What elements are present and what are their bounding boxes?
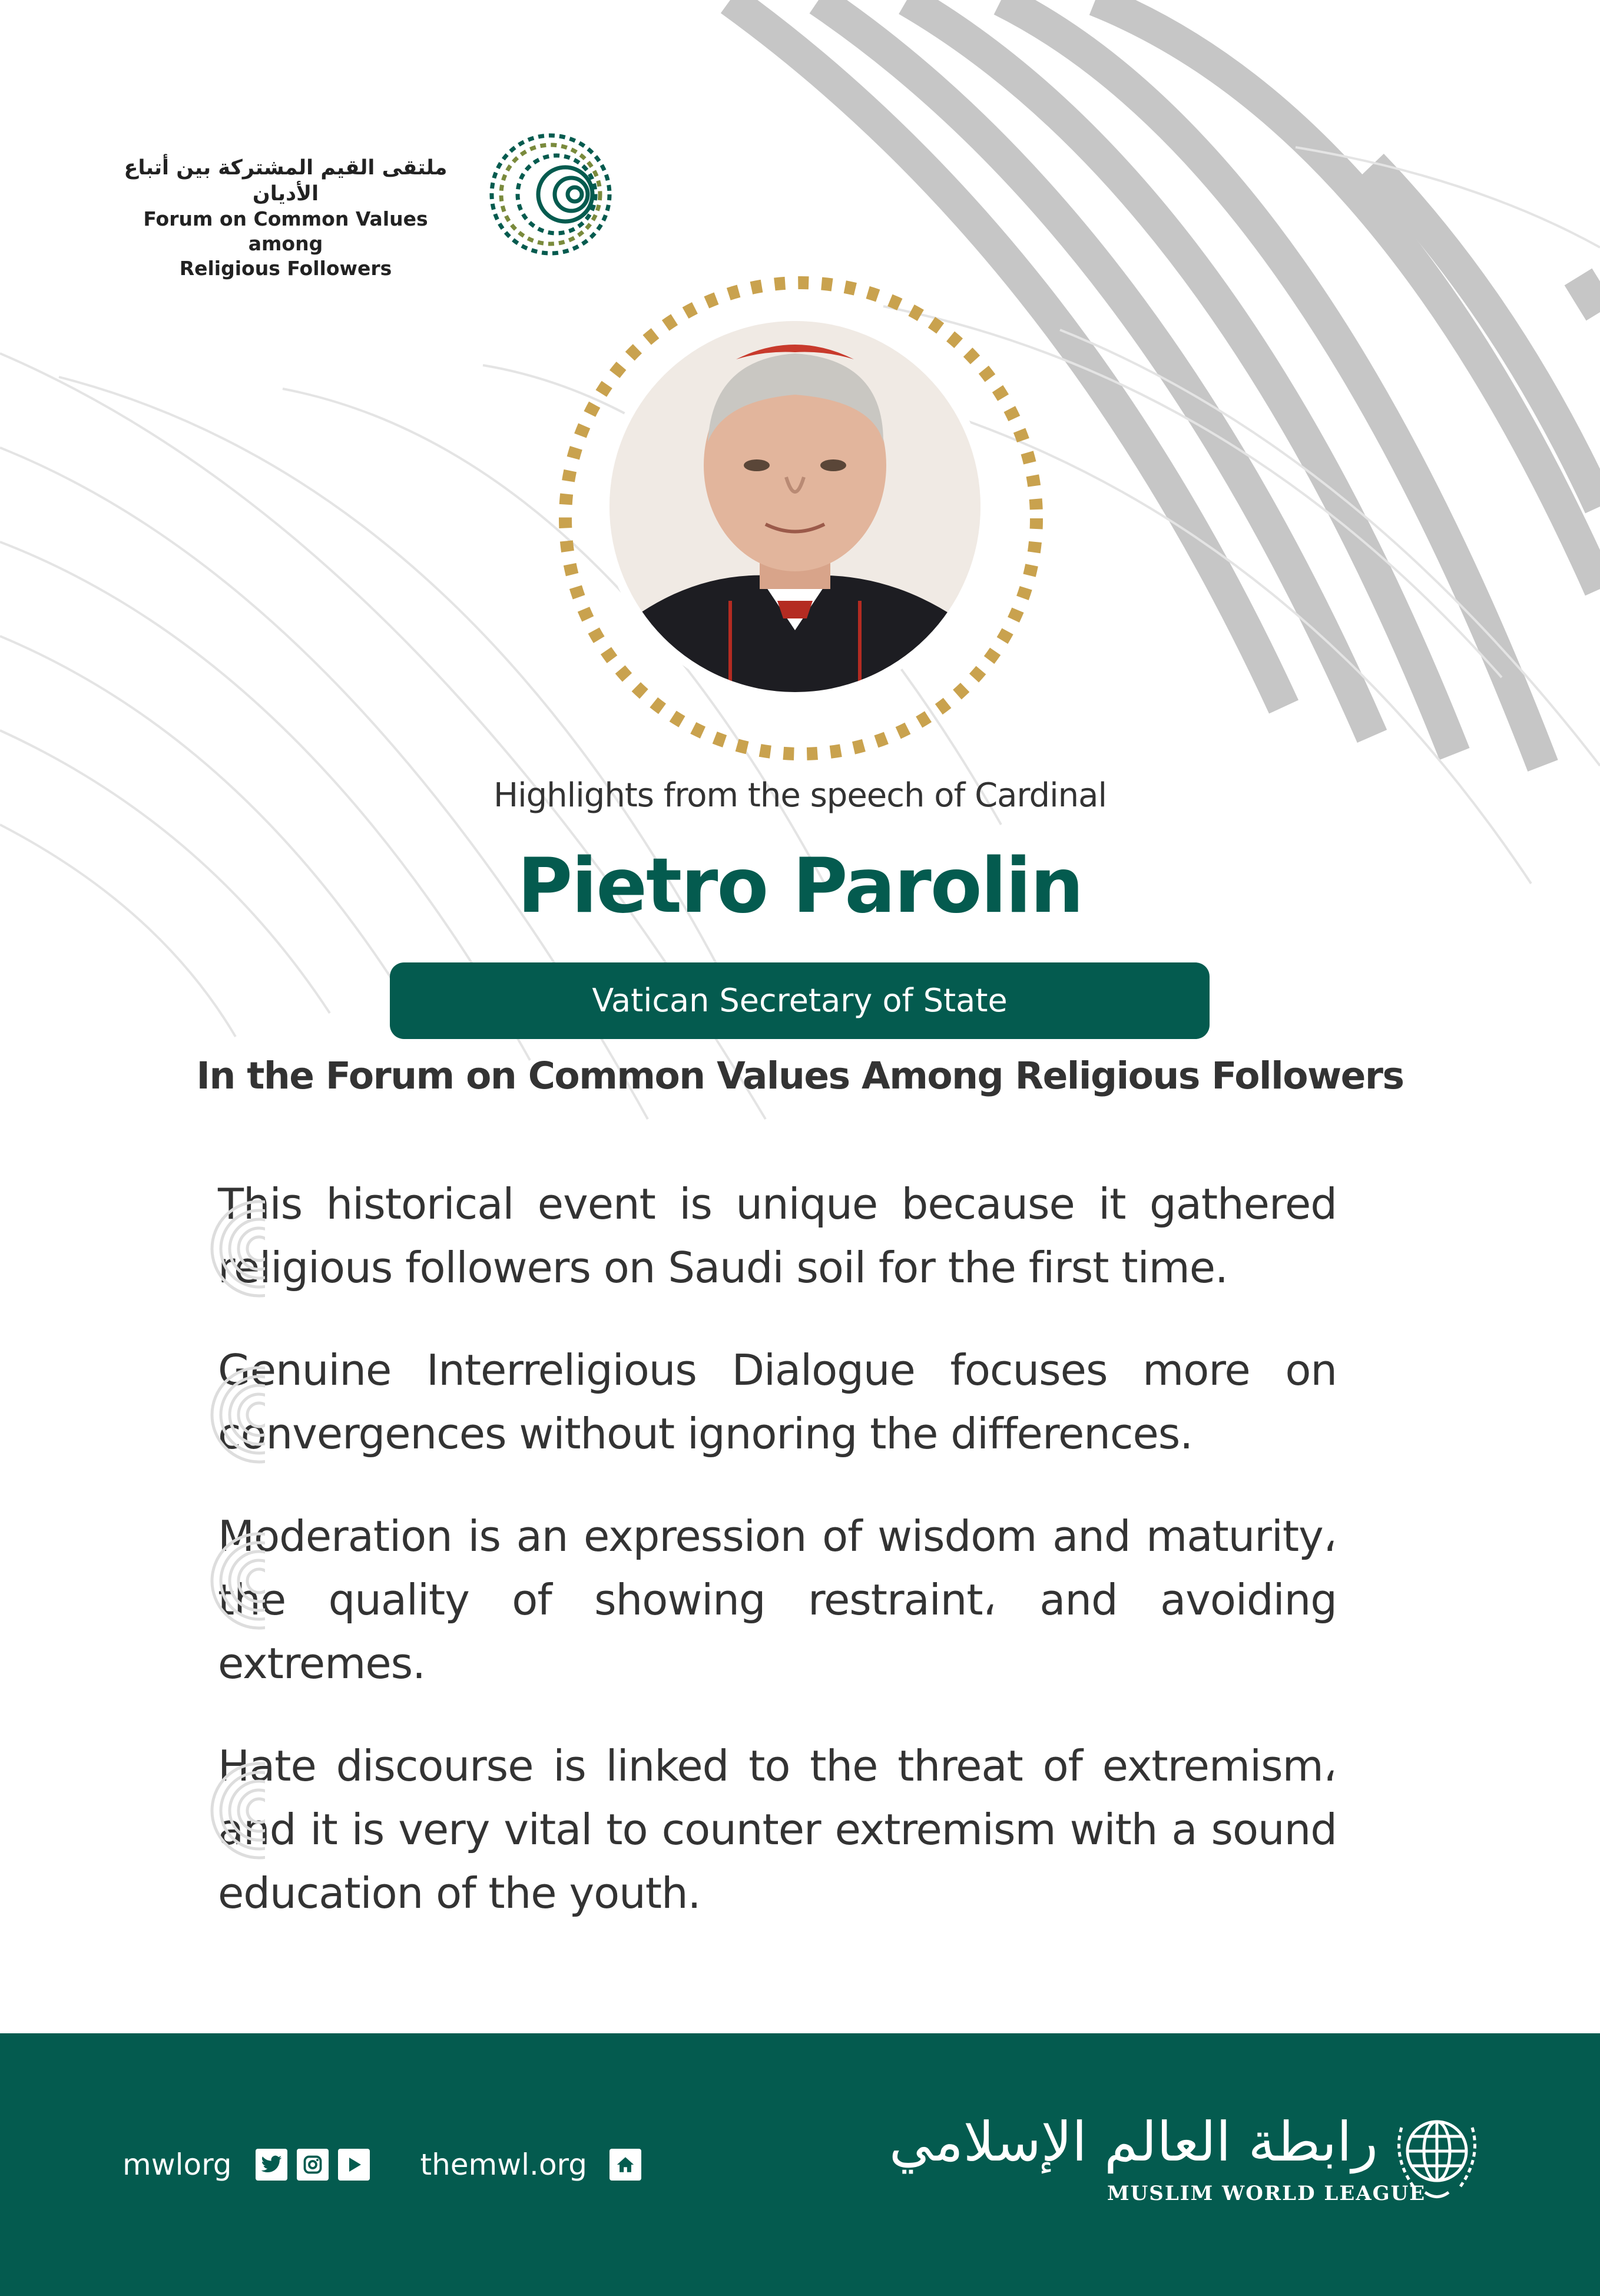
league-name-arabic: رابطة العالم الإسلامي: [889, 2110, 1378, 2173]
quote-mark-icon: [177, 1752, 265, 1870]
quote-mark-icon: [177, 1190, 265, 1308]
forum-logo: [112, 127, 630, 280]
quote-item: [177, 1172, 1413, 1299]
speech-intro: Highlights from the speech of Cardinal: [493, 776, 1107, 815]
quote-item: [177, 1504, 1413, 1695]
instagram-icon[interactable]: [297, 2149, 329, 2181]
footer: [0, 2033, 1600, 2296]
social-links: [122, 2033, 641, 2296]
quote-text: Hate discourse is linked to the threat of extremism، and it is very vital to counter extremism with a sound education of the youth.: [218, 1741, 1337, 1918]
speaker-portrait: [554, 271, 1048, 766]
quote-item: [177, 1338, 1413, 1465]
quote-text: Moderation is an expression of wisdom and maturity، the quality of showing restraint، and avoiding extremes.: [218, 1511, 1337, 1688]
home-icon[interactable]: [609, 2149, 641, 2181]
quote-item: [177, 1734, 1413, 1925]
speaker-role-badge: [390, 962, 1210, 1039]
league-name-english: MUSLIM WORLD LEAGUE: [1107, 2182, 1426, 2205]
muslim-world-league-logo: [889, 2110, 1484, 2228]
youtube-icon[interactable]: [338, 2149, 370, 2181]
quote-mark-icon: [177, 1356, 265, 1474]
quote-list: [177, 1172, 1413, 1964]
forum-emblem-icon: [483, 127, 618, 262]
speaker-name: Pietro Parolin: [517, 842, 1083, 930]
forum-name-arabic: ملتقى القيم المشتركة بين أتباع الأديان: [124, 156, 448, 206]
quote-mark-icon: [177, 1522, 265, 1640]
league-emblem-icon: [1390, 2104, 1484, 2204]
twitter-icon[interactable]: [256, 2149, 287, 2181]
forum-name-english-line1: Forum on Common Values among: [143, 207, 428, 255]
speaker-role: Vatican Secretary of State: [592, 982, 1008, 1019]
quote-text: Genuine Interreligious Dialogue focuses more on convergences without ignoring the differences.: [218, 1345, 1337, 1458]
social-handle: mwlorg: [122, 2148, 232, 2182]
event-title: In the Forum on Common Values Among Religious Followers: [196, 1054, 1404, 1097]
forum-name-english-line2: Religious Followers: [179, 257, 392, 280]
forum-name: [112, 155, 459, 281]
quote-text: This historical event is unique because it gathered religious followers on Saudi soil for the first time.: [218, 1179, 1337, 1292]
website-link[interactable]: themwl.org: [420, 2148, 587, 2182]
